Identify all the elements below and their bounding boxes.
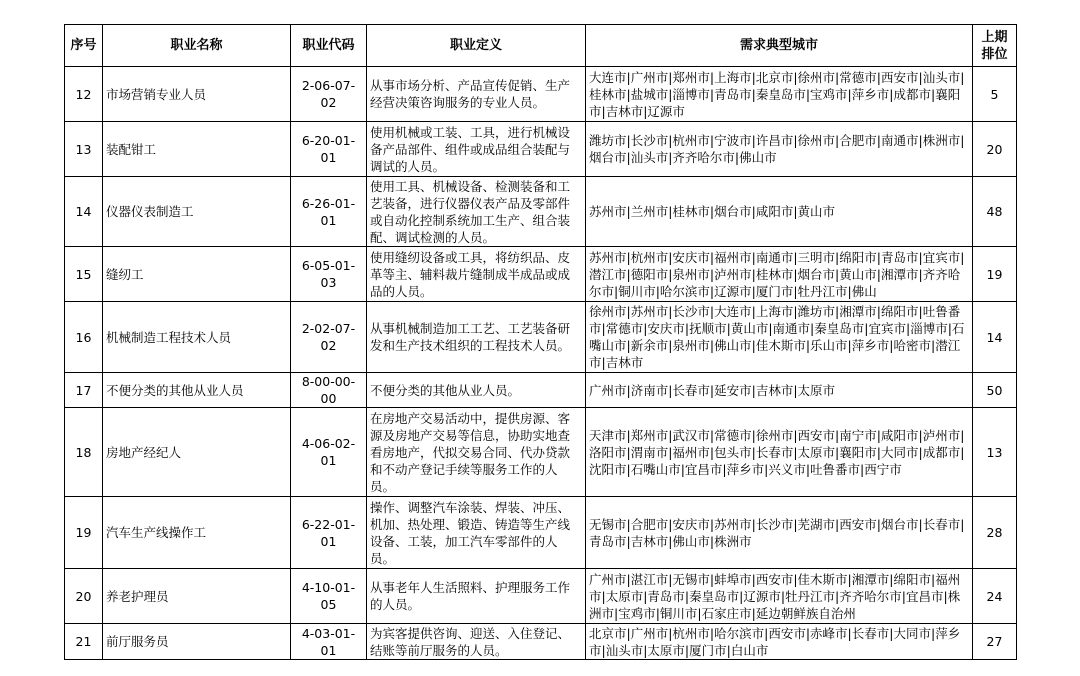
occupation-code: 8-00-00-00 <box>291 373 367 408</box>
typical-cities: 广州市|湛江市|无锡市|蚌埠市|西安市|佳木斯市|湘潭市|绵阳市|福州市|太原市|青岛市|秦皇岛市|辽源市|牡丹江市|齐齐哈尔市|宜昌市|株洲市|宝鸡市|铜川市|石家庄市|延边朝鲜族自治州 <box>586 569 973 624</box>
typical-cities: 北京市|广州市|杭州市|哈尔滨市|西安市|赤峰市|长春市|大同市|萍乡市|汕头市|太原市|厦门市|白山市 <box>586 624 973 660</box>
typical-cities: 苏州市|兰州市|桂林市|烟台市|咸阳市|黄山市 <box>586 177 973 247</box>
occupation-name: 前厅服务员 <box>103 624 291 660</box>
row-number: 13 <box>65 122 103 177</box>
typical-cities: 潍坊市|长沙市|杭州市|宁波市|许昌市|徐州市|合肥市|南通市|株洲市|烟台市|汕头市|齐齐哈尔市|佛山市 <box>586 122 973 177</box>
previous-rank: 50 <box>973 373 1017 408</box>
occupation-definition: 使用机械或工装、工具，进行机械设备产品部件、组件或成品组合装配与调试的人员。 <box>367 122 586 177</box>
row-number: 18 <box>65 408 103 497</box>
header-cities: 需求典型城市 <box>586 25 973 67</box>
header-code: 职业代码 <box>291 25 367 67</box>
table-header-row <box>65 25 1017 67</box>
occupation-definition: 从事市场分析、产品宣传促销、生产经营决策咨询服务的专业人员。 <box>367 67 586 122</box>
row-number: 19 <box>65 497 103 569</box>
typical-cities: 苏州市|杭州市|安庆市|福州市|南通市|三明市|绵阳市|青岛市|宜宾市|潜江市|德阳市|泉州市|泸州市|桂林市|烟台市|黄山市|湘潭市|齐齐哈尔市|铜川市|哈尔滨市|辽源市|厦门市|牡丹江市|佛山 <box>586 247 973 302</box>
table-row <box>65 67 1017 122</box>
occupation-name: 房地产经纪人 <box>103 408 291 497</box>
typical-cities: 大连市|广州市|郑州市|上海市|北京市|徐州市|常德市|西安市|汕头市|桂林市|盐城市|淄博市|青岛市|秦皇岛市|宝鸡市|萍乡市|成都市|襄阳市|吉林市|辽源市 <box>586 67 973 122</box>
occupation-definition: 为宾客提供咨询、迎送、入住登记、结账等前厅服务的人员。 <box>367 624 586 660</box>
occupation-code: 2-06-07-02 <box>291 67 367 122</box>
row-number: 15 <box>65 247 103 302</box>
table-row <box>65 302 1017 373</box>
occupation-name: 市场营销专业人员 <box>103 67 291 122</box>
typical-cities: 徐州市|苏州市|长沙市|大连市|上海市|潍坊市|湘潭市|绵阳市|吐鲁番市|常德市|安庆市|抚顺市|黄山市|南通市|秦皇岛市|宜宾市|淄博市|石嘴山市|新余市|泉州市|佛山市|佳木斯市|乐山市|萍乡市|哈密市|潜江市|吉林市 <box>586 302 973 373</box>
occupation-code: 4-03-01-01 <box>291 624 367 660</box>
table-row <box>65 247 1017 302</box>
table-row <box>65 408 1017 497</box>
typical-cities: 天津市|郑州市|武汉市|常德市|徐州市|西安市|南宁市|咸阳市|泸州市|洛阳市|渭南市|福州市|包头市|长春市|太原市|襄阳市|大同市|成都市|沈阳市|石嘴山市|宜昌市|萍乡市|兴义市|吐鲁番市|西宁市 <box>586 408 973 497</box>
previous-rank: 14 <box>973 302 1017 373</box>
occupation-demand-table <box>64 24 1017 660</box>
table-row <box>65 122 1017 177</box>
occupation-name: 缝纫工 <box>103 247 291 302</box>
header-definition: 职业定义 <box>367 25 586 67</box>
previous-rank: 27 <box>973 624 1017 660</box>
occupation-definition: 从事老年人生活照料、护理服务工作的人员。 <box>367 569 586 624</box>
header-prev-rank: 上期排位 <box>973 25 1017 67</box>
occupation-name: 装配钳工 <box>103 122 291 177</box>
row-number: 20 <box>65 569 103 624</box>
table-body <box>65 67 1017 660</box>
occupation-name: 机械制造工程技术人员 <box>103 302 291 373</box>
occupation-name: 不便分类的其他从业人员 <box>103 373 291 408</box>
previous-rank: 13 <box>973 408 1017 497</box>
row-number: 21 <box>65 624 103 660</box>
typical-cities: 广州市|济南市|长春市|延安市|吉林市|太原市 <box>586 373 973 408</box>
occupation-code: 4-10-01-05 <box>291 569 367 624</box>
occupation-name: 养老护理员 <box>103 569 291 624</box>
header-name: 职业名称 <box>103 25 291 67</box>
occupation-definition: 使用缝纫设备或工具，将纺织品、皮革等主、辅料裁片缝制成半成品或成品的人员。 <box>367 247 586 302</box>
typical-cities: 无锡市|合肥市|安庆市|苏州市|长沙市|芜湖市|西安市|烟台市|长春市|青岛市|吉林市|佛山市|株洲市 <box>586 497 973 569</box>
occupation-code: 4-06-02-01 <box>291 408 367 497</box>
table-row <box>65 177 1017 247</box>
occupation-name: 汽车生产线操作工 <box>103 497 291 569</box>
occupation-definition: 使用工具、机械设备、检测装备和工艺装备，进行仪器仪表产品及零部件或自动化控制系统加工生产、组合装配、调试检测的人员。 <box>367 177 586 247</box>
row-number: 14 <box>65 177 103 247</box>
previous-rank: 24 <box>973 569 1017 624</box>
table-row <box>65 624 1017 660</box>
occupation-definition: 在房地产交易活动中，提供房源、客源及房地产交易等信息，协助实地查看房地产，代拟交易合同、代办贷款和不动产登记手续等服务工作的人员。 <box>367 408 586 497</box>
occupation-code: 6-26-01-01 <box>291 177 367 247</box>
occupation-code: 2-02-07-02 <box>291 302 367 373</box>
occupation-code: 6-22-01-01 <box>291 497 367 569</box>
previous-rank: 5 <box>973 67 1017 122</box>
occupation-demand-table-page <box>64 24 1016 660</box>
occupation-definition: 操作、调整汽车涂装、焊装、冲压、机加、热处理、锻造、铸造等生产线设备、工装，加工汽车零部件的人员。 <box>367 497 586 569</box>
previous-rank: 20 <box>973 122 1017 177</box>
occupation-definition: 不便分类的其他从业人员。 <box>367 373 586 408</box>
previous-rank: 28 <box>973 497 1017 569</box>
occupation-name: 仪器仪表制造工 <box>103 177 291 247</box>
table-row <box>65 497 1017 569</box>
header-no: 序号 <box>65 25 103 67</box>
row-number: 17 <box>65 373 103 408</box>
occupation-definition: 从事机械制造加工工艺、工艺装备研发和生产技术组织的工程技术人员。 <box>367 302 586 373</box>
occupation-code: 6-05-01-03 <box>291 247 367 302</box>
table-row <box>65 569 1017 624</box>
previous-rank: 19 <box>973 247 1017 302</box>
table-row <box>65 373 1017 408</box>
row-number: 16 <box>65 302 103 373</box>
occupation-code: 6-20-01-01 <box>291 122 367 177</box>
previous-rank: 48 <box>973 177 1017 247</box>
row-number: 12 <box>65 67 103 122</box>
